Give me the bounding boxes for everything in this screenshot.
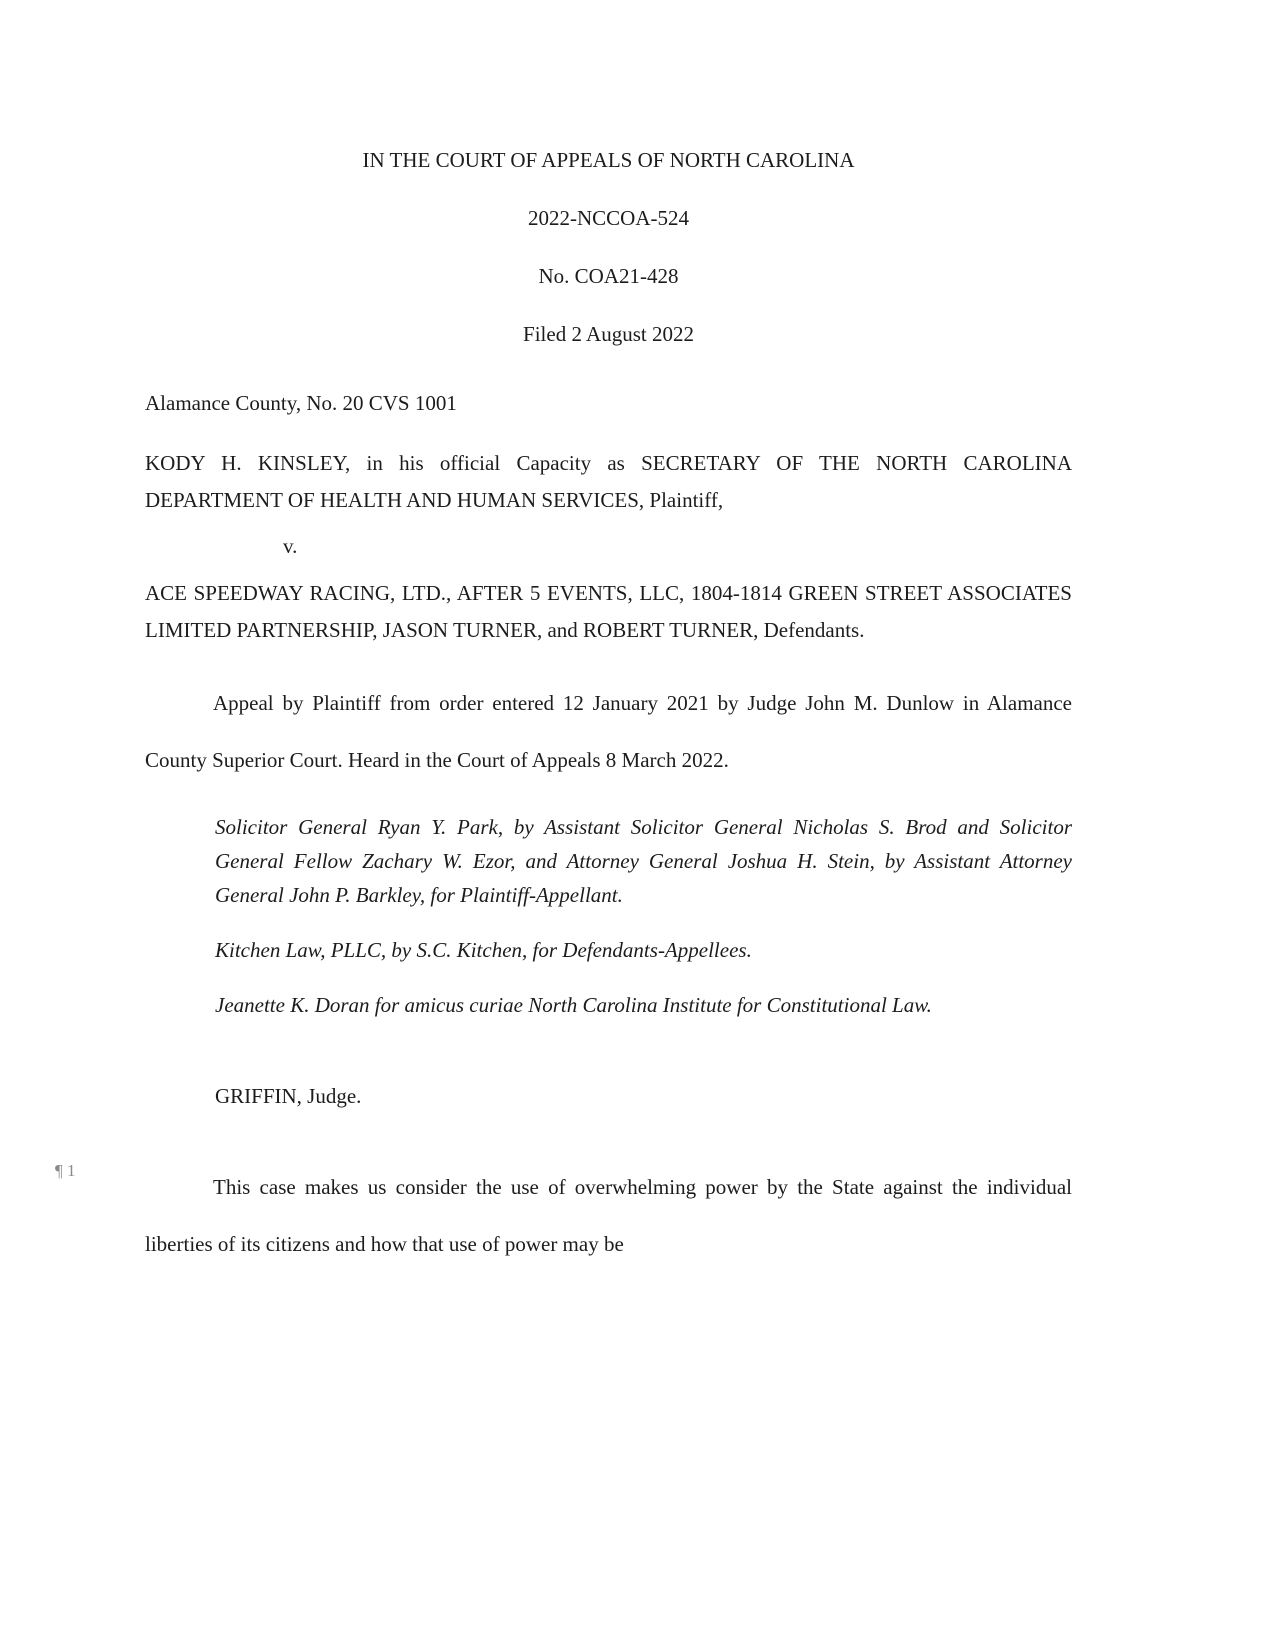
versus: v. xyxy=(283,534,298,558)
counsel-amicus-curiae: Jeanette K. Doran for amicus curiae North Carolina Institute for Constitutional Law. xyxy=(215,993,932,1017)
court-title: IN THE COURT OF APPEALS OF NORTH CAROLINA xyxy=(362,148,855,172)
paragraph-text: This case makes us consider the use of overwhelming power by the State against the individual liberties of its citizens and how that use of power may be xyxy=(145,1175,1072,1256)
defendants-caption: ACE SPEEDWAY RACING, LTD., AFTER 5 EVENTS, LLC, 1804-1814 GREEN STREET ASSOCIATES LIMITED PARTNERSHIP, JASON TURNER, and ROBERT TURNER, Defendants. xyxy=(145,581,1072,642)
neutral-citation: 2022-NCCOA-524 xyxy=(528,206,689,230)
opinion-paragraph-1 xyxy=(55,1159,1072,1273)
filed-date: Filed 2 August 2022 xyxy=(523,322,694,346)
docket-number: No. COA21-428 xyxy=(538,264,679,288)
plaintiff-caption: KODY H. KINSLEY, in his official Capacity as SECRETARY OF THE NORTH CAROLINA DEPARTMENT OF HEALTH AND HUMAN SERVICES, Plaintiff, xyxy=(145,451,1072,512)
counsel-plaintiff-appellant: Solicitor General Ryan Y. Park, by Assistant Solicitor General Nicholas S. Brod and Solicitor General Fellow Zachary W. Ezor, and Attorney General Joshua H. Stein, by Assistant Attorney General John P. Barkley, for Plaintiff-Appellant. xyxy=(215,815,1072,907)
paragraph-number-marker: ¶ 1 xyxy=(55,1161,76,1180)
authoring-judge: GRIFFIN, Judge. xyxy=(215,1084,362,1108)
counsel-defendants-appellees: Kitchen Law, PLLC, by S.C. Kitchen, for Defendants-Appellees. xyxy=(215,938,752,962)
counsel-section xyxy=(145,810,1072,1022)
procedural-history: Appeal by Plaintiff from order entered 12 January 2021 by Judge John M. Dunlow in Alamance County Superior Court. Heard in the Court of Appeals 8 March 2022. xyxy=(145,691,1072,772)
county-case-number: Alamance County, No. 20 CVS 1001 xyxy=(145,391,457,415)
